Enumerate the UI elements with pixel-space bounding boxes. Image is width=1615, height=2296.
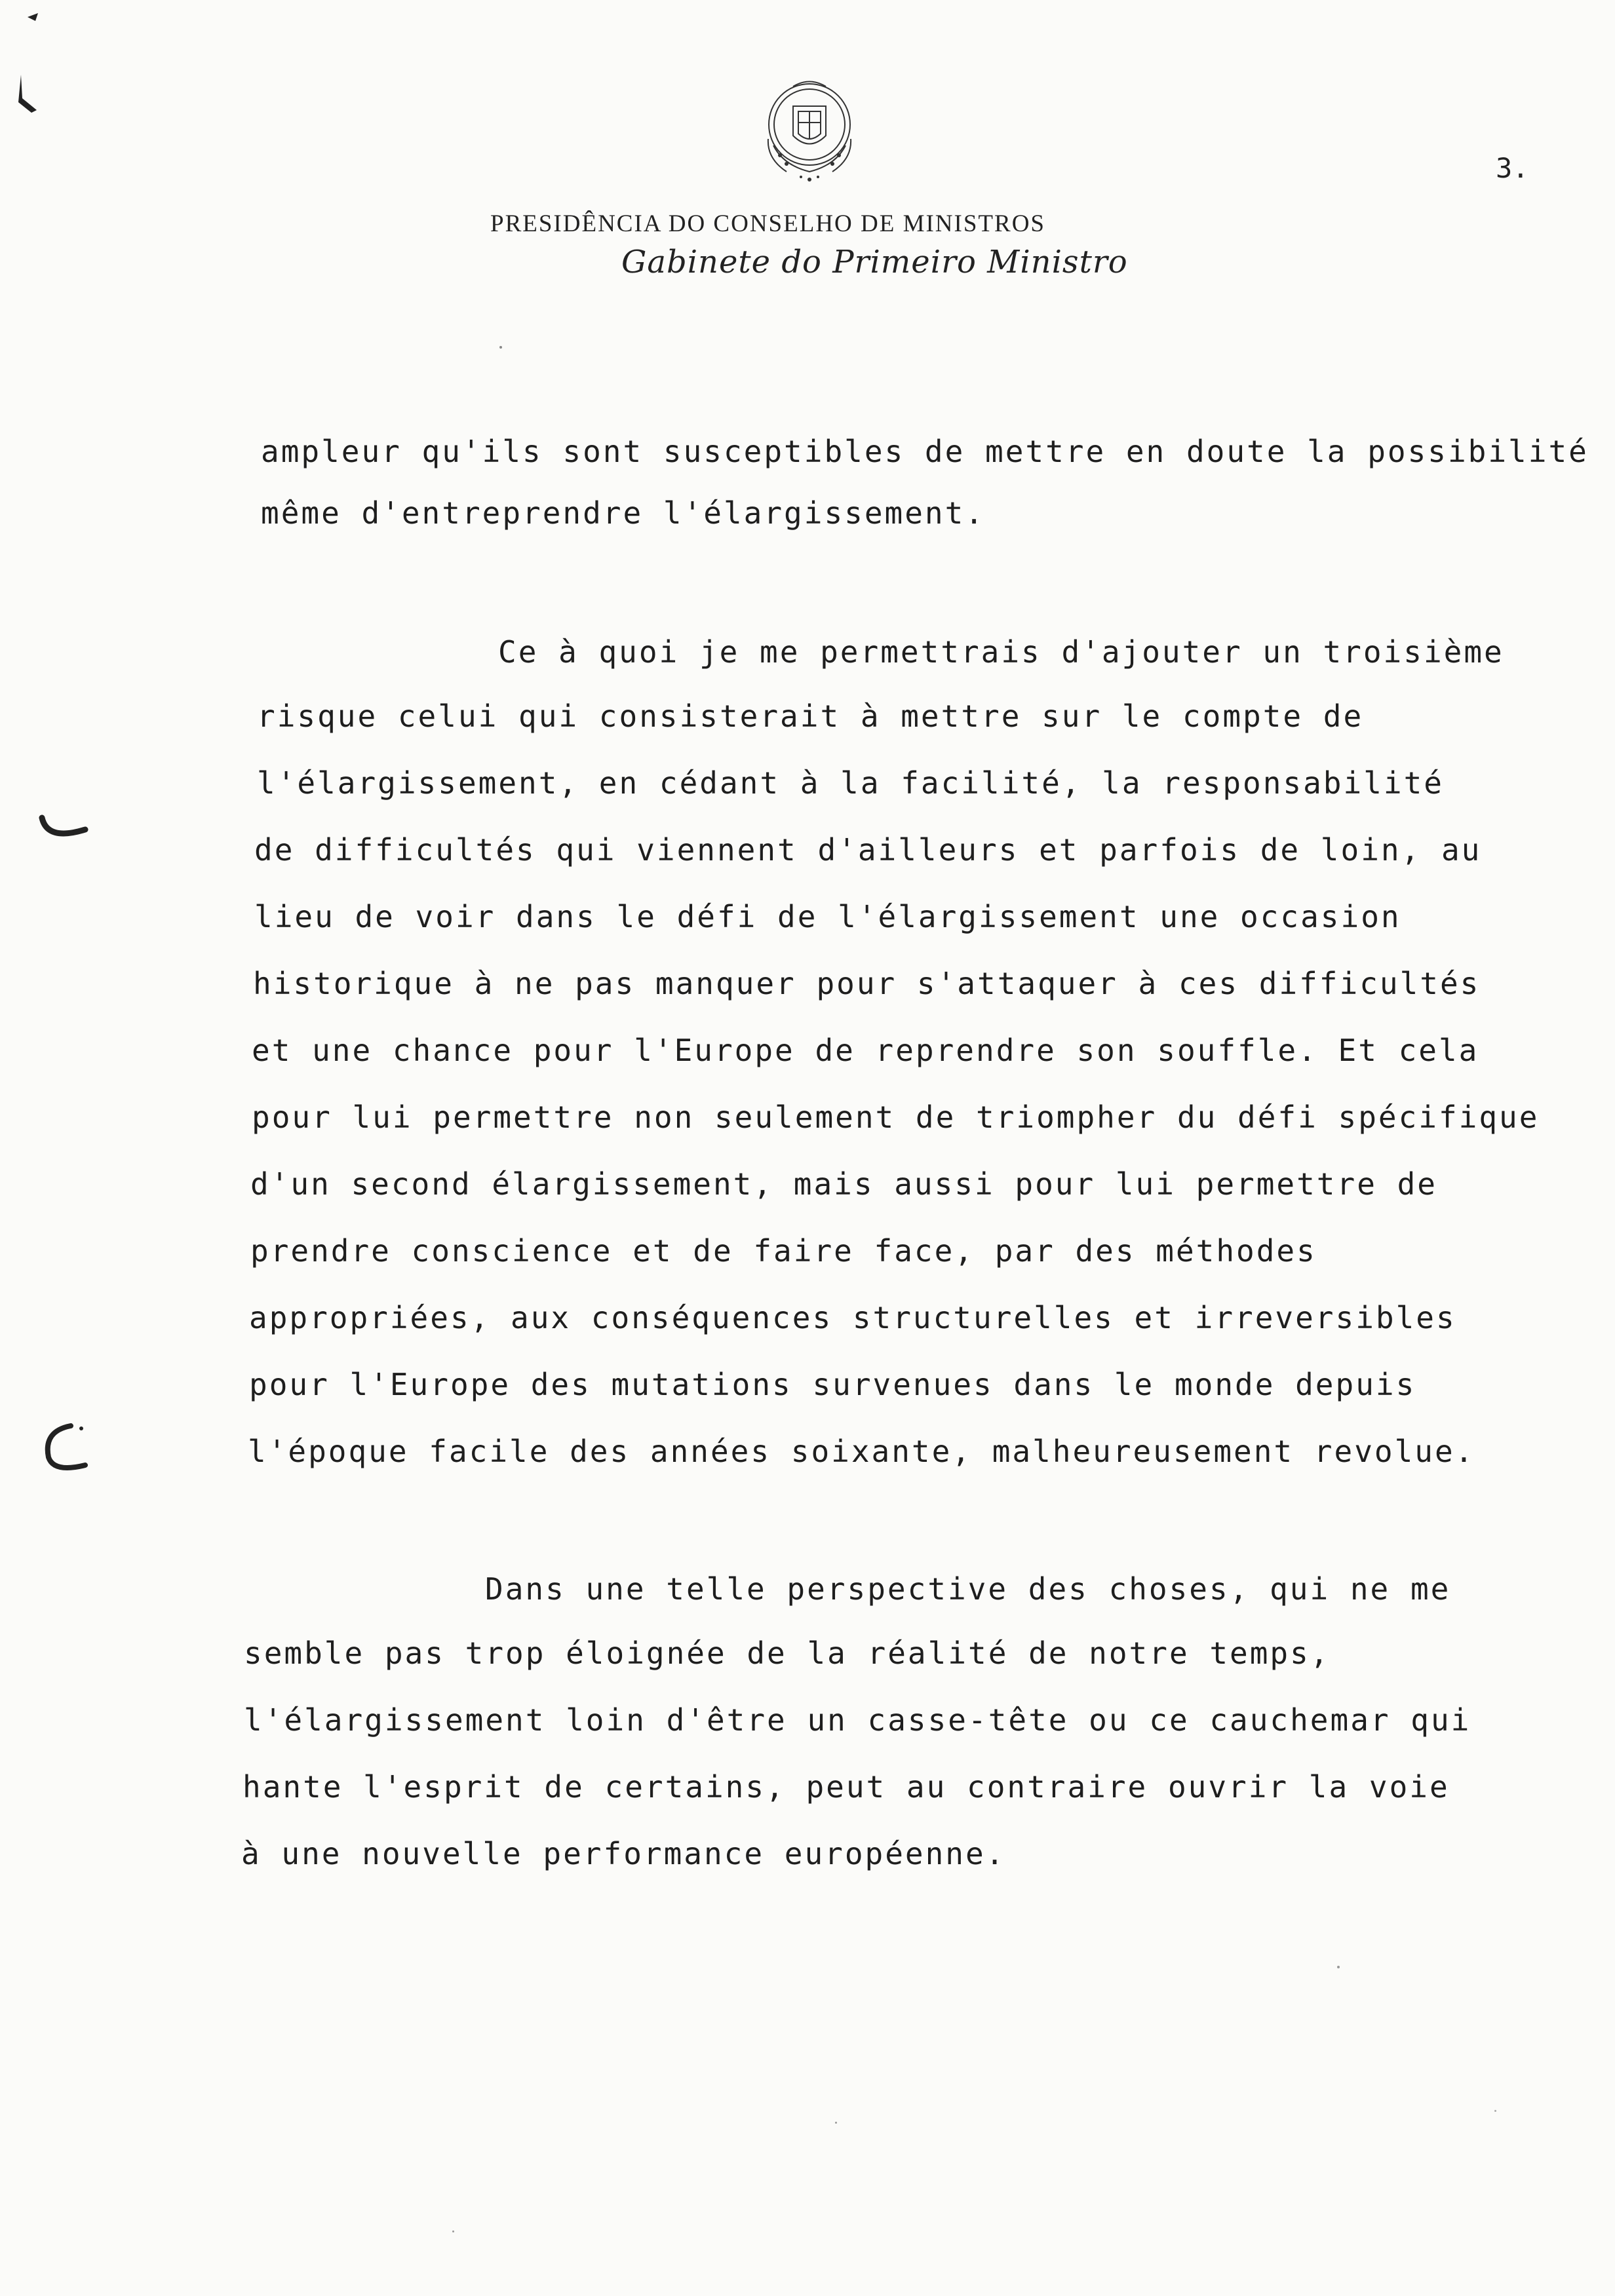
text-line: ampleur qu'ils sont susceptibles de mettre en doute la possibilité — [261, 434, 1589, 469]
speck — [1337, 1966, 1340, 1968]
text-line: appropriées, aux conséquences structurelles et irreversibles — [249, 1300, 1456, 1335]
text-line: pour lui permettre non seulement de triompher du défi spécifique — [252, 1100, 1540, 1135]
letterhead-office: Gabinete do Primeiro Ministro — [621, 244, 1128, 280]
scan-mark-corner — [12, 72, 45, 118]
binder-hole-mark — [39, 1419, 92, 1478]
text-line: hante l'esprit de certains, peut au contraire ouvrir la voie — [243, 1769, 1450, 1805]
text-line: d'un second élargissement, mais aussi pour lui permettre de — [250, 1166, 1437, 1202]
scan-mark-top — [25, 8, 45, 28]
text-line: l'élargissement loin d'être un casse-tête ou ce cauchemar qui — [244, 1702, 1471, 1738]
speck — [835, 2122, 837, 2124]
binder-hole-mark — [38, 811, 90, 851]
text-line: l'élargissement, en cédant à la facilité, la responsabilité — [257, 765, 1444, 801]
text-line: pour l'Europe des mutations survenues dans le monde depuis — [249, 1367, 1416, 1402]
speck — [1494, 2110, 1496, 2112]
text-line: Dans une telle perspective des choses, qui ne me — [485, 1571, 1451, 1607]
text-line: l'époque facile des années soixante, malheureusement revolue. — [248, 1434, 1475, 1469]
text-line: semble pas trop éloignée de la réalité de notre temps, — [244, 1636, 1331, 1671]
text-line: même d'entreprendre l'élargissement. — [261, 495, 985, 531]
text-line: de difficultés qui viennent d'ailleurs et parfois de loin, au — [254, 832, 1482, 868]
text-line: Ce à quoi je me permettrais d'ajouter un troisième — [498, 634, 1504, 670]
text-line: à une nouvelle performance européenne. — [241, 1836, 1006, 1871]
organization-name: PRESIDÊNCIA DO CONSELHO DE MINISTROS — [490, 210, 1045, 237]
text-line: historique à ne pas manquer pour s'attaquer à ces difficultés — [253, 966, 1481, 1001]
text-line: et une chance pour l'Europe de reprendre son souffle. Et cela — [252, 1033, 1479, 1068]
speck — [452, 2230, 454, 2232]
text-line: risque celui qui consisterait à mettre sur le compte de — [257, 698, 1364, 734]
coat-of-arms-seal-icon — [754, 73, 865, 191]
page-number: 3. — [1496, 152, 1529, 184]
speck — [499, 346, 502, 349]
text-line: prendre conscience et de faire face, par des méthodes — [250, 1233, 1317, 1269]
text-line: lieu de voir dans le défi de l'élargissement une occasion — [254, 899, 1401, 934]
